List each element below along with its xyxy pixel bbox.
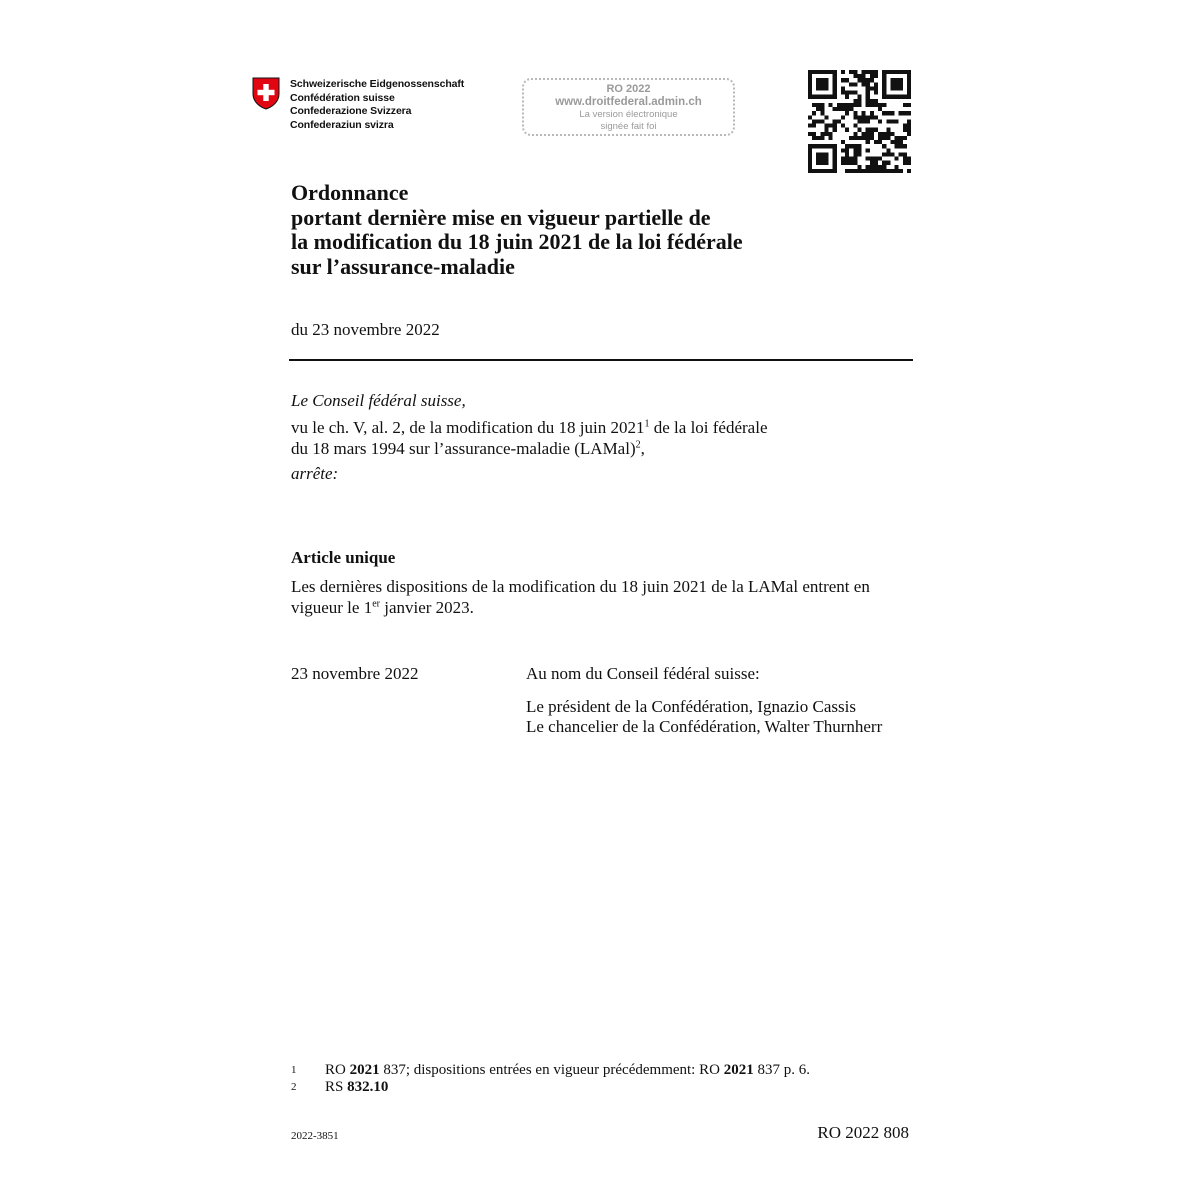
swiss-crest-icon	[252, 77, 280, 110]
electronic-version-stamp	[522, 78, 735, 136]
title-line: sur l’assurance-maladie	[291, 253, 515, 279]
legal-basis-line-2: du 18 mars 1994 sur l’assurance-maladie (LAMal)$^2$,	[291, 439, 645, 458]
official-reference: RO 2022 808	[817, 1123, 909, 1142]
president-signature: Le président de la Confédération, Ignazio Cassis	[526, 697, 856, 716]
ordinance-date: du 23 novembre 2022	[291, 320, 440, 339]
stamp-url: www.droitfederal.admin.ch	[555, 96, 702, 108]
decrees: arrête:	[291, 464, 339, 483]
qr-code-icon	[808, 70, 911, 173]
title-line: Ordonnance	[291, 180, 409, 205]
stamp-collection: RO 2022	[606, 83, 651, 95]
footnote-ref-1[interactable]: 1	[644, 418, 650, 430]
footnote-1: 1 RO 2021 837; dispositions entrées en vigueur précédemment: RO 2021 837 p. 6.	[291, 1062, 810, 1078]
footnote-ref-2[interactable]: 2	[635, 439, 641, 451]
confederation-de: Schweizerische Eidgenossenschaft	[290, 78, 465, 90]
footnote-2: 2 RS 832.10	[291, 1079, 389, 1095]
confederation-fr: Confédération suisse	[290, 91, 395, 104]
stamp-note-2: signée fait foi	[600, 121, 657, 132]
article-text: Les dernières dispositions de la modification du 18 juin 2021 de la LAMal entrent en vigueur le 1er janvier 2023.	[291, 577, 870, 617]
document-number: 2022-3851	[291, 1130, 339, 1142]
confederation-it: Confederazione Svizzera	[290, 105, 412, 118]
title-line: portant dernière mise en vigueur partielle de	[291, 204, 711, 230]
chancellor-signature: Le chancelier de la Confédération, Walter Thurnherr	[526, 717, 883, 736]
signature-date: 23 novembre 2022	[291, 664, 419, 683]
stamp-note-1: La version électronique	[579, 109, 678, 120]
legal-basis-line-1: vu le ch. V, al. 2, de la modification du 18 juin 2021$^1$ de la loi fédérale	[291, 418, 768, 437]
title-line: la modification du 18 juin 2021 de la loi fédérale	[291, 229, 743, 255]
authority: Le Conseil fédéral suisse,	[291, 391, 466, 410]
document-title	[291, 181, 743, 279]
article-heading: Article unique	[291, 548, 396, 567]
divider	[289, 359, 913, 361]
on-behalf-of: Au nom du Conseil fédéral suisse:	[526, 664, 760, 683]
confederation-names	[290, 78, 464, 132]
confederation-rm: Confederaziun svizra	[290, 118, 394, 131]
